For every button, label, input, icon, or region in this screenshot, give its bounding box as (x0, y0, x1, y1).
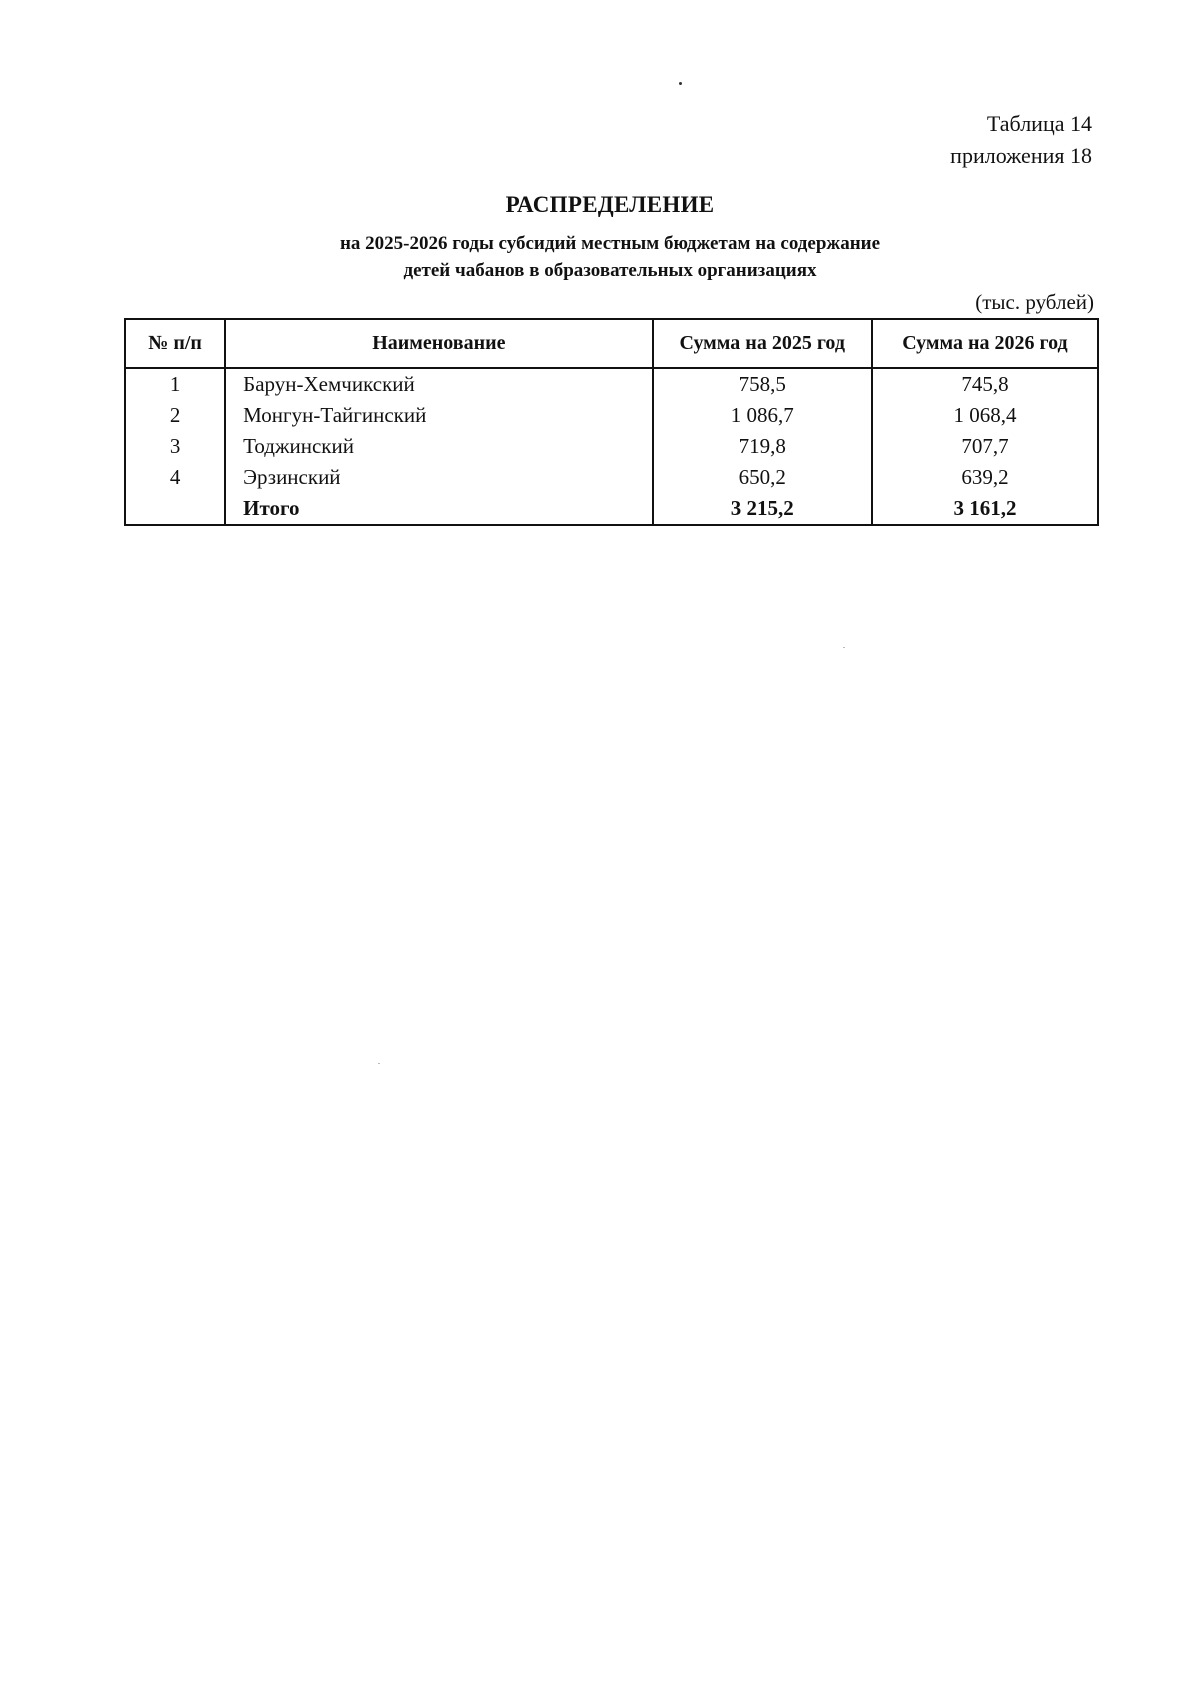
row-sum-2026: 707,7 (872, 431, 1098, 462)
row-number: 4 (125, 462, 225, 493)
total-label: Итого (225, 493, 652, 525)
row-sum-2025: 650,2 (653, 462, 872, 493)
table-header-row (125, 319, 1098, 368)
scan-speck (843, 647, 845, 648)
scan-dot (679, 82, 682, 85)
row-number: 3 (125, 431, 225, 462)
total-sum-2025: 3 215,2 (653, 493, 872, 525)
row-name: Эрзинский (225, 462, 652, 493)
table-row (125, 431, 1098, 462)
appendix-attachment-number: приложения 18 (950, 143, 1092, 168)
subtitle-line-2: детей чабанов в образовательных организациях (403, 260, 817, 281)
header-number: № п/п (125, 319, 225, 368)
row-sum-2026: 639,2 (872, 462, 1098, 493)
document-subtitle (0, 230, 1200, 284)
table-total-row (125, 493, 1098, 525)
document-title: РАСПРЕДЕЛЕНИЕ (505, 192, 715, 217)
header-sum-2026: Сумма на 2026 год (872, 319, 1098, 368)
total-sum-2026: 3 161,2 (872, 493, 1098, 525)
header-name: Наименование (225, 319, 652, 368)
total-number (125, 493, 225, 525)
scan-speck (378, 1063, 380, 1064)
row-sum-2026: 1 068,4 (872, 400, 1098, 431)
distribution-table (124, 318, 1099, 526)
header-sum-2025: Сумма на 2025 год (653, 319, 872, 368)
row-number: 2 (125, 400, 225, 431)
row-name: Тоджинский (225, 431, 652, 462)
units-label: (тыс. рублей) (975, 290, 1094, 314)
row-sum-2025: 1 086,7 (653, 400, 872, 431)
appendix-table-number: Таблица 14 (986, 111, 1092, 136)
table-row (125, 368, 1098, 400)
row-sum-2025: 719,8 (653, 431, 872, 462)
appendix-reference (950, 108, 1092, 172)
subtitle-line-1: на 2025-2026 годы субсидий местным бюджетам на содержание (339, 233, 881, 254)
table-row (125, 400, 1098, 431)
row-number: 1 (125, 368, 225, 400)
row-sum-2025: 758,5 (653, 368, 872, 400)
row-name: Барун-Хемчикский (225, 368, 652, 400)
row-sum-2026: 745,8 (872, 368, 1098, 400)
row-name: Монгун-Тайгинский (225, 400, 652, 431)
table-row (125, 462, 1098, 493)
